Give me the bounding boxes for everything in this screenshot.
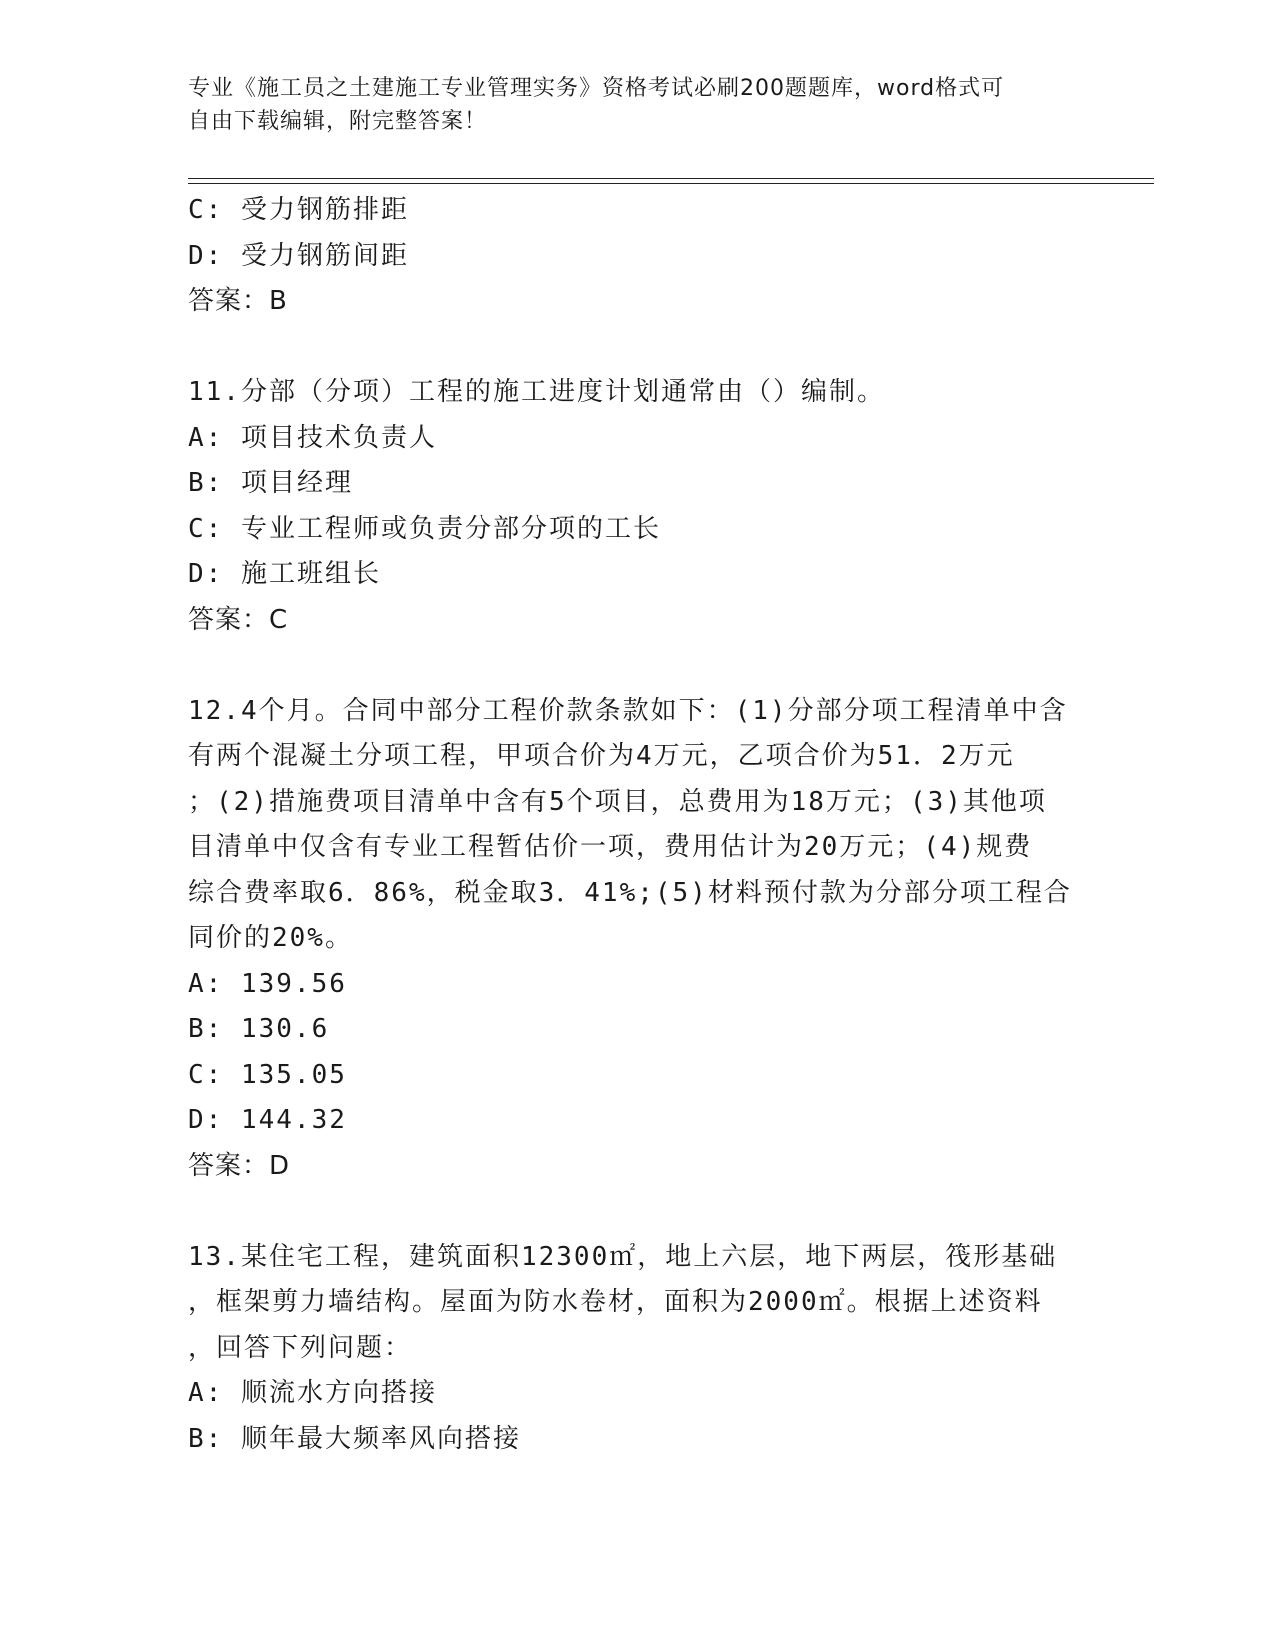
question-11-option-c: C: 专业工程师或负责分部分项的工长 xyxy=(188,513,661,544)
question-12-option-c: C: 135.05 xyxy=(188,1059,347,1090)
question-12 xyxy=(188,689,1088,1190)
header-rule-top xyxy=(188,178,1154,179)
spacer xyxy=(188,1189,1088,1235)
question-10 xyxy=(188,188,1088,325)
question-11-answer: 答案：C xyxy=(188,604,289,635)
question-12-answer: 答案：D xyxy=(188,1150,291,1181)
question-13-option-a: A: 顺流水方向搭接 xyxy=(188,1378,437,1408)
page-header xyxy=(188,72,1088,138)
question-12-stem-line-3: ；(2)措施费项目清单中含有5个项目，总费用为18万元；(3)其他项 xyxy=(188,786,1047,817)
question-12-option-a: A: 139.56 xyxy=(188,968,347,999)
question-13-option-b: B: 顺年最大频率风向搭接 xyxy=(188,1423,521,1454)
question-13-stem-line-1: 13.某住宅工程，建筑面积12300㎡，地上六层，地下两层，筏形基础 xyxy=(188,1241,1058,1272)
question-10-option-c: C: 受力钢筋排距 xyxy=(188,195,409,225)
question-11 xyxy=(188,370,1088,643)
question-12-stem-line-6: 同价的20%。 xyxy=(188,923,353,953)
question-12-stem-line-2: 有两个混凝土分项工程，甲项合价为4万元，乙项合价为51．2万元 xyxy=(188,741,1015,771)
question-11-option-d: D: 施工班组长 xyxy=(188,559,381,589)
question-11-option-a: A: 项目技术负责人 xyxy=(188,422,437,453)
header-rule-bottom xyxy=(188,183,1154,184)
spacer xyxy=(188,325,1088,371)
header-title-line-1: 专业《施工员之土建施工专业管理实务》资格考试必刷200题题库，word格式可 xyxy=(188,76,1005,101)
question-12-stem-line-5: 综合费率取6．86%，税金取3．41%;(5)材料预付款为分部分项工程合 xyxy=(188,877,1072,908)
question-12-option-b: B: 130.6 xyxy=(188,1014,330,1044)
question-10-answer: 答案：B xyxy=(188,286,288,316)
question-12-stem-line-1: 12.4个月。合同中部分工程价款条款如下：(1)分部分项工程清单中含 xyxy=(188,695,1068,726)
question-10-option-d: D: 受力钢筋间距 xyxy=(188,240,409,271)
question-13-stem-line-2: ，框架剪力墙结构。屋面为防水卷材，面积为2000㎡。根据上述资料 xyxy=(188,1287,1043,1317)
header-title-line-2: 自由下载编辑，附完整答案！ xyxy=(188,109,488,134)
spacer xyxy=(188,643,1088,689)
question-13 xyxy=(188,1235,1088,1463)
question-12-option-d: D: 144.32 xyxy=(188,1105,347,1135)
question-11-option-b: B: 项目经理 xyxy=(188,468,353,498)
question-list xyxy=(188,188,1088,1462)
question-11-stem: 11.分部（分项）工程的施工进度计划通常由（）编制。 xyxy=(188,377,885,407)
question-13-stem-line-3: ，回答下列问题： xyxy=(188,1332,413,1363)
question-12-stem-line-4: 目清单中仅含有专业工程暂估价一项，费用估计为20万元；(4)规费 xyxy=(188,832,1033,862)
